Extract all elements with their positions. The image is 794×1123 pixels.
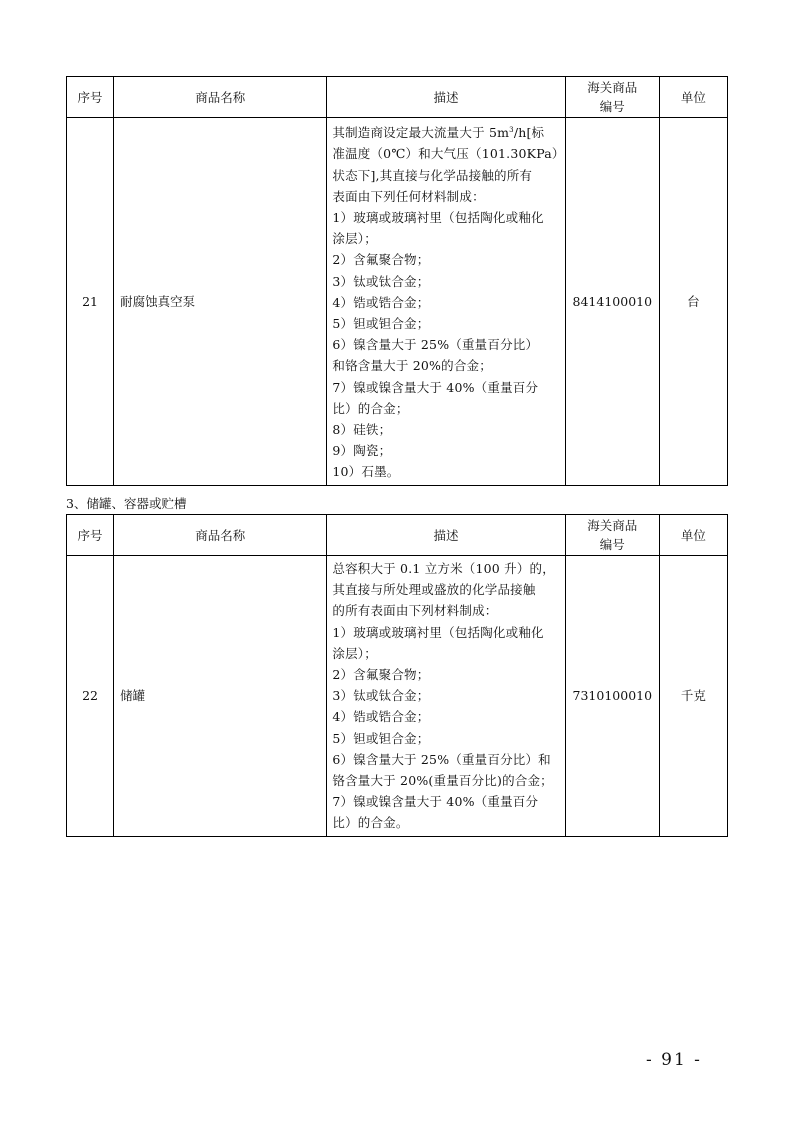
header-name: 商品名称 (114, 515, 327, 556)
row-desc (327, 556, 565, 837)
section-title: 3、储罐、容器或贮槽 (66, 496, 187, 511)
desc-line: 2）含氟聚合物； (332, 252, 430, 268)
desc-line: 铬含量大于 20%(重量百分比)的合金； (332, 773, 553, 789)
desc-line: 比）的合金。 (332, 815, 409, 831)
desc-line: 7）镍或镍含量大于 40%（重量百分 (332, 379, 539, 395)
desc-line: 4）锆或锆合金； (332, 709, 430, 725)
row-name: 耐腐蚀真空泵 (114, 118, 327, 486)
product-table-2 (66, 514, 728, 837)
desc-line: 6）镍含量大于 25%（重量百分比） (332, 337, 539, 353)
desc-text: 其制造商设定最大流量大于 5m (332, 125, 510, 141)
header-code-line2: 编号 (599, 537, 625, 552)
header-desc: 描述 (327, 515, 565, 556)
table-row (67, 118, 728, 486)
header-name: 商品名称 (114, 77, 327, 118)
desc-line: 总容积大于 0.1 立方米（100 升）的， (332, 561, 555, 576)
header-code-line2: 编号 (599, 99, 625, 114)
desc-line: 3）钛或钛合金； (332, 688, 430, 704)
row-unit: 台 (659, 118, 727, 486)
table-header-row (67, 77, 728, 118)
product-table-1 (66, 76, 728, 486)
desc-line: 5）钽或钽合金； (332, 730, 430, 746)
header-code (565, 77, 659, 118)
desc-line: 6）镍含量大于 25%（重量百分比）和 (332, 751, 551, 767)
header-unit: 单位 (659, 77, 727, 118)
header-desc: 描述 (327, 77, 565, 118)
header-no: 序号 (67, 77, 114, 118)
desc-line: 状态下],其直接与化学品接触的所有 (332, 167, 533, 183)
desc-line: 和铬含量大于 20%的合金； (332, 358, 492, 374)
row-no: 21 (67, 118, 114, 486)
desc-text: /h[标 (513, 125, 545, 141)
desc-line: 3）钛或钛合金； (332, 273, 430, 289)
desc-line (332, 120, 559, 143)
header-code-line1: 海关商品 (587, 518, 638, 533)
desc-line: 其直接与所处理或盛放的化学品接触 (332, 582, 536, 598)
desc-line: 7）镍或镍含量大于 40%（重量百分 (332, 794, 539, 810)
desc-line: 4）锆或锆合金； (332, 294, 430, 310)
row-no: 22 (67, 556, 114, 837)
row-code: 7310100010 (565, 556, 659, 837)
desc-line: 10）石墨。 (332, 464, 400, 480)
desc-line: 1）玻璃或玻璃衬里（包括陶化或釉化 (332, 209, 544, 225)
superscript: 3 (509, 126, 514, 134)
desc-line: 比）的合金； (332, 400, 409, 416)
desc-line: 涂层）； (332, 231, 377, 247)
desc-line: 8）硅铁； (332, 422, 392, 437)
desc-line: 1）玻璃或玻璃衬里（包括陶化或釉化 (332, 624, 544, 640)
header-code-line1: 海关商品 (587, 80, 638, 95)
desc-line: 准温度（0℃）和大气压（101.30KPa） (332, 146, 565, 162)
row-name: 储罐 (114, 556, 327, 837)
desc-line: 涂层）； (332, 645, 377, 661)
desc-line: 5）钽或钽合金； (332, 315, 430, 331)
row-desc (327, 118, 565, 486)
desc-line: 2）含氟聚合物； (332, 667, 430, 683)
header-unit: 单位 (659, 515, 727, 556)
desc-line: 的所有表面由下列材料制成： (332, 603, 498, 619)
row-code: 8414100010 (565, 118, 659, 486)
row-unit: 千克 (659, 556, 727, 837)
header-code (565, 515, 659, 556)
header-no: 序号 (67, 515, 114, 556)
table-header-row (67, 515, 728, 556)
page-number: - 91 - (646, 1050, 702, 1070)
desc-line: 表面由下列任何材料制成： (332, 188, 485, 204)
table-row (67, 556, 728, 837)
desc-line: 9）陶瓷； (332, 443, 392, 459)
